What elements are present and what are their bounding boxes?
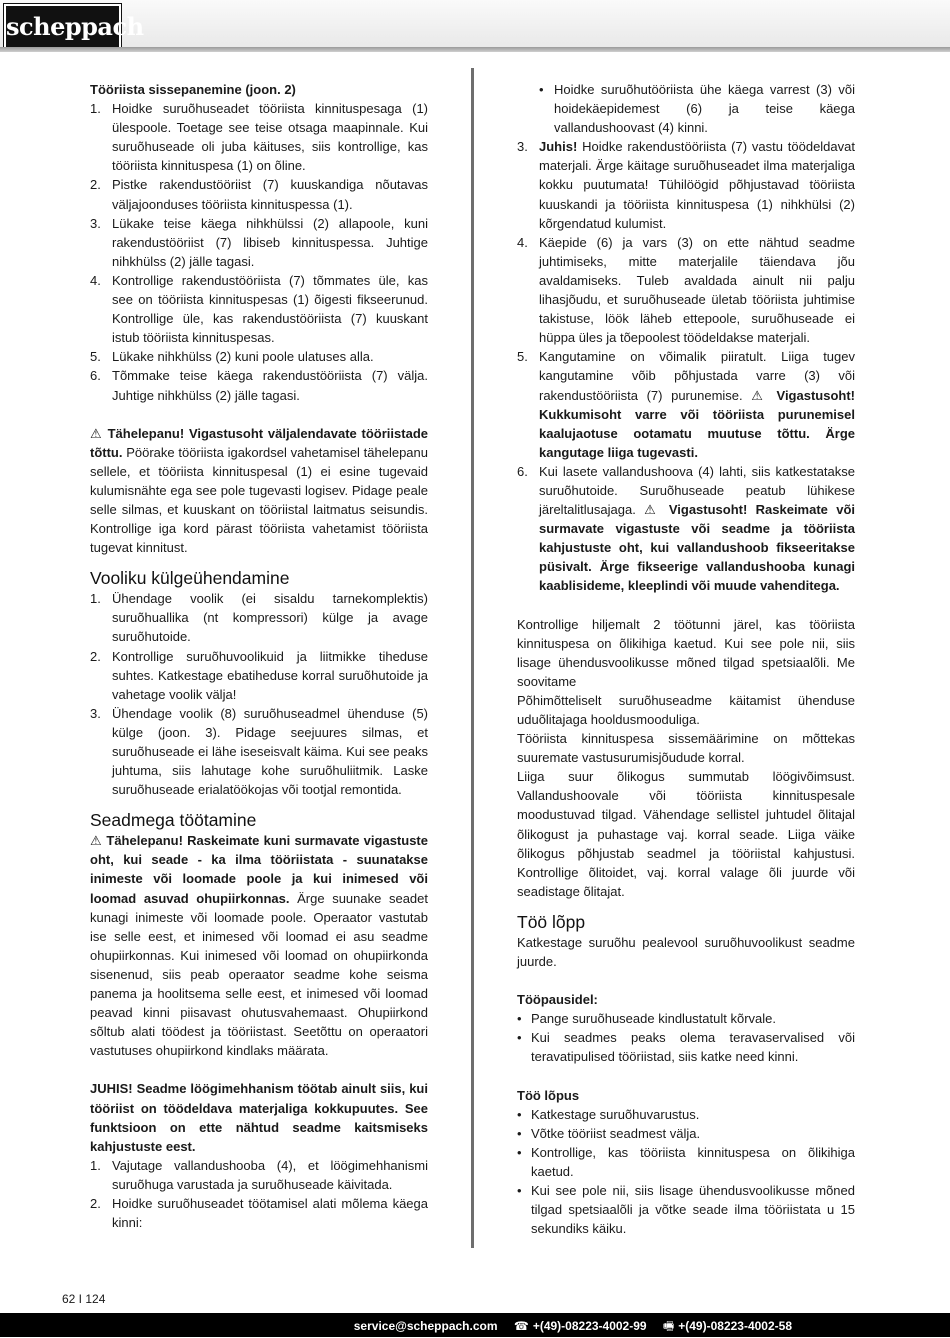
list-item: • Kui seadmes peaks olema teravaservalised või teravatipulised tööriistad, siis katke need kinni. xyxy=(517,1028,855,1066)
list-item xyxy=(90,589,428,646)
insert-tool-heading: Tööriista sissepanemine (joon. 2) xyxy=(90,82,296,97)
service-email: service@scheppach.com xyxy=(353,1319,498,1333)
scheppach-logo: scheppach xyxy=(4,4,121,49)
left-column xyxy=(90,80,428,1232)
list-item xyxy=(90,647,428,704)
list-item xyxy=(90,347,428,366)
maintenance-paragraph: Kontrollige hiljemalt 2 töötunni järel, kas tööriista kinnituspesa on õlikihiga kaetud. Kui see pole nii, siis lisage ühendusvoolikusse mõned tilgad spetsiaalõli. Me soovitame xyxy=(517,616,855,689)
insert-tool-steps xyxy=(90,99,428,405)
list-number: 1. xyxy=(90,591,101,607)
list-number: 1. xyxy=(90,1157,101,1173)
list-item: • Kui see pole nii, siis lisage ühendusvoolikusse mõned tilgad spetsiaalõli ja võtke seade ilma tööriistata u 15 sekundiks käiku. xyxy=(517,1181,855,1238)
list-number: 4. xyxy=(517,234,528,250)
list-text: Kontrollige rakendustööriista (7) tõmmates üle, kas see on tööriista kinnituspesas (1) õigesti fikseerunud. Kontrollige üle, kas rakendustööriista (7) kuuskant istub tööriista kinnituspesas. xyxy=(112,272,428,346)
workend-list xyxy=(517,1105,855,1239)
list-text: Hoidke suruõhuseadet töötamisel alati mõlema käega kinni: xyxy=(112,1195,428,1231)
operation-steps xyxy=(90,1156,428,1232)
fax-number: +(49)-08223-4002-58 xyxy=(678,1319,792,1333)
list-number: 5. xyxy=(517,349,528,365)
list-number: 4. xyxy=(90,272,101,288)
warning-text: Pöörake tööriista igakordsel vahetamisel tähelepanu sellele, et tööriista kinnituspesal (1) ei esine tugevaid kulumisnähte ega see pole tugevasti logisev. Pidage peale selle silmas, et kuuskant on tööriistal laitmatus seisundis. Kontrollige iga kord pärast tööriista vahetamist tööriista tugevat kinnitust. xyxy=(90,444,428,556)
list-text: Hoidke suruõhuseadet tööriista kinnituspesaga (1) ülespoole. Toetage see teise otsaga maapinnale. Kui suruõhuseade oli juba käituses, siis kontrollige, kas tööriista kinnituspesa (1) on õline. xyxy=(112,101,428,174)
maintenance-paragraph: Liiga suur õlikogus summutab löögivõimsust. Vallandushoovale või tööriista kinnituspesale moodustuvad tilgad. Vähendage sellistel juhtudel õlitajal õlikogust ja puhastage vaj. korral seade. Liiga väike õlikogus põhjustab seadmel ja tööriistal kahjustusi. Kontrollige õlitoidet, vaj. korral valage õli juurde või seadistage õlitajat. xyxy=(517,769,855,899)
maintenance-paragraph: Põhimõtteliselt suruõhuseadme käitamist ühenduse uduõlitajaga hooldusmooduliga. xyxy=(517,692,855,727)
list-text: Pistke rakendustööriist (7) kuuskandiga nõutavas väljajoonduses tööriista kinnituspessa (1). xyxy=(112,177,428,212)
list-number: 2. xyxy=(90,177,101,193)
list-text: Käepide (6) ja vars (3) on ette nähtud seadme juhtimiseks, mitte materjalile täiendava jõu avaldamiseks. Tuleb avaldada ainult nii palju lihasjõudu, et suruõhuseade ületab tööriista juhtimise takistuse, löök läheb ettepoole, suruõhuseade ei hüppa üles ja tõepoolest töödeldakse materjali. xyxy=(539,234,855,346)
list-item xyxy=(90,271,428,347)
list-text: Kangutamine on võimalik piiratult. Liiga tugev kangutamine võib põhjustada varre (3) või rakendustööriista (7) purunemise. xyxy=(539,349,855,403)
list-item xyxy=(90,1156,428,1194)
list-item: • Pange suruõhuseade kindlustatult kõrvale. xyxy=(517,1009,855,1028)
warning-bold: ⚠ Tähelepanu! Raskeimate kuni surmavate vigastuste oht, kui seade - ka ilma tööriistata - suunatakse inimeste või loomade poole ja kui inimesed või loomad asuvad ohupiirkonnas. xyxy=(90,833,428,906)
phone-number: +(49)-08223-4002-99 xyxy=(532,1319,647,1333)
work-end-heading: Töö lõpp xyxy=(517,911,586,932)
operation-heading: Seadmega töötamine xyxy=(90,810,257,831)
page-number: 62 I 124 xyxy=(62,1292,106,1306)
list-text: Ühendage voolik (ei sisaldu tarnekomplektis) suruõhuallika (nt kompressori) külge ja avage suruõhutoide. xyxy=(112,591,428,645)
list-item: • Võtke tööriist seadmest välja. xyxy=(517,1124,855,1143)
list-number: 2. xyxy=(90,648,101,664)
list-text: Vajutage vallandushooba (4), et löögimehhanismi suruõhuga varustada ja suruõhuseade käivitada. xyxy=(112,1157,428,1192)
maintenance-paragraph: Tööriista kinnituspesa sissemäärimine on mõttekas suuremate vastusurumisjõudude korral. xyxy=(517,731,855,766)
list-text: Ühendage voolik (8) suruõhuseadmel ühenduse (5) külge (joon. 3). Pidage seejuures silmas, et suruõhuseade ei lähe iseseisvalt käima. Kui see peaks juhtuma, siis lahutage kohe suruõhuliitmik. Laske suruõhuseade erialatöökojas või tootjal remontida. xyxy=(112,705,428,798)
list-bold: ⚠ Vigastusoht! Raskeimate või surmavate vigastuste või seadme ja tööriista kahjustuste oht, kui vallandushoob fikseeritakse püsivalt. Ärge fikseerige vallandushooba kunagi kaablisideme, kleeplindi või muude vahenditega. xyxy=(539,502,855,594)
warning-text: Ärge suunake seadet kunagi inimeste või loomade poole. Operaator vastutab ise selle eest, et inimesed või loomad ei asu seadme ohupiirkonnas. Kui inimesed või loomad on ohupiirkonda sisenenud, siis peab operaator seadme kohe seisma panema ja hoolitsema selle eest, et inimesed või loomad peavad kinni piisavast ohutusvahemaast. Ohupiirkond sõltub alati töödest ja tööriistast. Seetõttu on operaatori vastutuses ohupiirkond kindlaks määrata. xyxy=(90,890,429,1059)
list-number: 6. xyxy=(517,463,528,479)
breaks-list xyxy=(517,1009,855,1066)
list-text: Tõmmake teise käega rakendustööriista (7) välja. Juhtige nihkhülss (2) jälle tagasi. xyxy=(112,368,428,403)
warning-bold: ⚠ Tähelepanu! Vigastusoht väljalendavate tööriistade tõttu. xyxy=(90,425,428,460)
hold-sub-bullets xyxy=(517,80,855,137)
list-item xyxy=(517,347,855,462)
tool-warning xyxy=(90,424,428,558)
list-bold: ⚠ Vigastusoht! Kukkumisoht varre või tööriista purunemisel kaalujaotuse ootamatu muutuse tõttu. Ärge kangutage liiga tugevasti. xyxy=(539,387,855,460)
fax-icon: 🖷 xyxy=(662,1319,675,1333)
operation-warning xyxy=(90,831,428,1060)
column-divider xyxy=(471,68,474,1248)
list-text: Lükake nihkhülss (2) kuni poole ulatuses alla. xyxy=(112,349,374,365)
breaks-heading: Tööpausidel: xyxy=(517,992,598,1008)
list-number: 5. xyxy=(90,349,101,365)
list-item xyxy=(90,366,428,404)
list-item xyxy=(90,99,428,175)
list-bold: Juhis! xyxy=(539,139,578,155)
note-paragraph: JUHIS! Seadme löögimehhanism töötab ainult siis, kui tööriist on töödeldava materjaliga kokkupuutes. See funktsioon on ette nähtud seadme kaitsmiseks kahjustuste eest. xyxy=(90,1081,428,1154)
list-number: 3. xyxy=(517,139,528,155)
hose-steps xyxy=(90,589,428,799)
list-text: Kontrollige suruõhuvoolikuid ja liitmikke tiheduse suhtes. Katkestage ebatiheduse korral suruõhutoide ja vahetage voolik välja! xyxy=(112,648,428,702)
list-item xyxy=(517,233,855,348)
list-item xyxy=(90,704,428,799)
list-item xyxy=(517,137,855,232)
list-number: 2. xyxy=(90,1195,101,1211)
list-item: • Hoidke suruõhutööriista ühe käega varrest (3) või hoidekäepidemest (6) ja teise käega vallandushoovast (4) kinni. xyxy=(517,80,855,137)
list-number: 3. xyxy=(90,705,101,721)
operation-steps-continued xyxy=(517,137,855,595)
hose-heading: Vooliku külgeühendamine xyxy=(90,568,290,589)
list-item: • Kontrollige, kas tööriista kinnituspesa on õlikihiga kaetud. xyxy=(517,1143,855,1181)
right-column xyxy=(517,80,855,1238)
list-item xyxy=(90,175,428,213)
workend-heading: Töö lõpus xyxy=(517,1087,580,1103)
work-end-paragraph: Katkestage suruõhu pealevool suruõhuvoolikust seadme juurde. xyxy=(517,934,855,970)
header-rule xyxy=(0,47,950,52)
list-item xyxy=(517,462,855,596)
list-number: 3. xyxy=(90,215,101,231)
contact-line xyxy=(354,1317,792,1338)
page-header xyxy=(0,0,950,47)
phone-icon: ☎ xyxy=(513,1319,529,1333)
list-text: Kui lasete vallandushoova (4) lahti, siis katkestatakse suruõhutoide. Suruõhuseade peatub lühikese järeltalitlusajaga. xyxy=(539,463,855,518)
list-item xyxy=(90,214,428,271)
list-text: Hoidke rakendustööriista (7) vastu töödeldavat materjali. Ärge käitage suruõhuseadet ilma materjaliga kokku puutumata! Tühilöögid põhjustavad tööriista kuuskandi ja tööriista kinnituspesa (1) nihkhülsi (2) kõrgendatud kulumist. xyxy=(539,139,855,231)
list-item: • Katkestage suruõhuvarustus. xyxy=(517,1105,855,1124)
list-number: 1. xyxy=(90,101,101,117)
page-footer xyxy=(0,1313,950,1337)
list-text: Lükake teise käega nihkhülssi (2) allapoole, kuni rakendustööriist (7) libiseb kinnituspessa. Juhtige nihkhülss (2) jälle tagasi. xyxy=(112,215,428,269)
list-number: 6. xyxy=(90,368,101,384)
list-item xyxy=(90,1194,428,1232)
